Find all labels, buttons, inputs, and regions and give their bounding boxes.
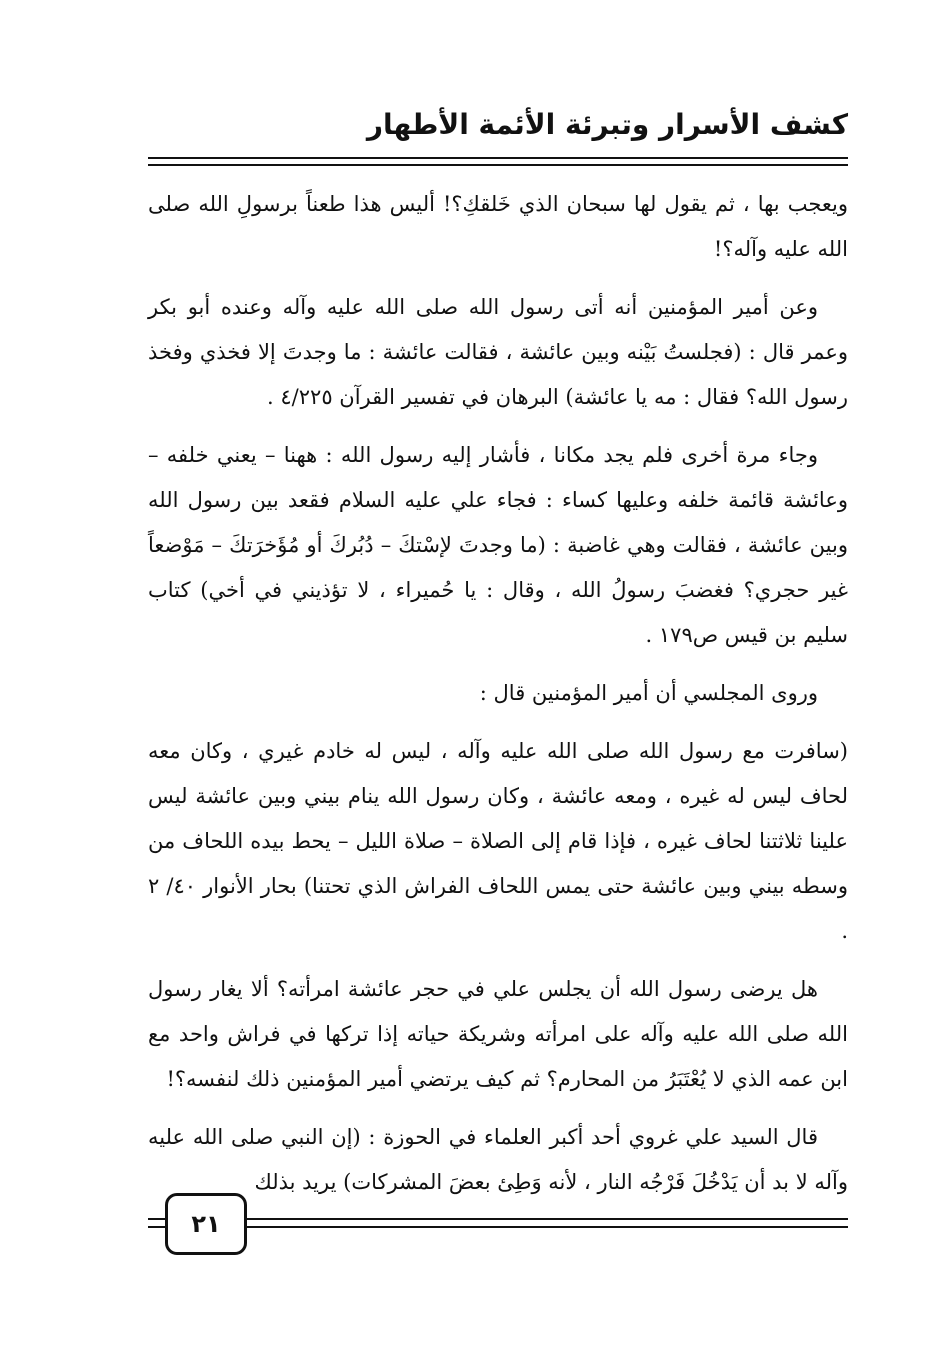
page-number: ٢١ [191, 1210, 221, 1238]
header-rule-lower [148, 164, 848, 166]
paragraph: قال السيد علي غروي أحد أكبر العلماء في الحوزة : (إن النبي صلى الله عليه وآله لا بد أن يَدْخُلَ فَرْجُه النار ، لأنه وَطِئ بعضَ المشركات) يريد بذلك [148, 1125, 848, 1194]
paragraph-quote: (سافرت مع رسول الله صلى الله عليه وآله ، ليس له خادم غيري ، وكان معه لحاف ليس له غيره ، ومعه عائشة ، وكان رسول الله ينام بيني وبين عائشة ليس علينا ثلاثتنا لحاف غيره ، فإذا قام إلى الصلاة – صلاة الليل – يحط بيده اللحاف من وسطه بيني وبين عائشة حتى يمس اللحاف الفراش الذي تحتنا) بحار الأنوار ٤٠/ ٢ . [148, 739, 848, 943]
paragraph: هل يرضى رسول الله أن يجلس علي في حجر عائشة امرأته؟ ألا يغار رسول الله صلى الله عليه وآله على امرأته وشريكة حياته إذا تركها في فراش واحد مع ابن عمه الذي لا يُعْتَبَرُ من المحارم؟ ثم كيف يرتضي أمير المؤمنين ذلك لنفسه؟! [148, 977, 848, 1091]
paragraph: وعن أمير المؤمنين أنه أتى رسول الله صلى الله عليه وآله وعنده أبو بكر وعمر قال : (فجلستُ بَيْنه وبين عائشة ، فقالت عائشة : ما وجدتَ إلا فخذي وفخذ رسول الله؟ فقال : مه يا عائشة) البرهان في تفسير القرآن ٤/٢٢٥ . [148, 295, 848, 409]
page-number-box [165, 1193, 247, 1255]
header-rule-upper [148, 157, 848, 159]
footer-rule-right-upper [244, 1218, 848, 1220]
paragraph: وجاء مرة أخرى فلم يجد مكانا ، فأشار إليه رسول الله : ههنا – يعني خلفه – وعائشة قائمة خلفه وعليها كساء : فجاء علي عليه السلام فقعد بين رسول الله وبين عائشة ، فقالت وهي غاضبة : (ما وجدتَ لإسْتكَ – دُبُركَ أو مُؤَخرَتكَ – مَوْضعاً غير حجري؟ فغضبَ رسولُ الله ، وقال : يا حُميراء ، لا تؤذيني في أخي) كتاب سليم بن قيس ص١٧٩ . [148, 443, 848, 647]
paragraph: ويعجب بها ، ثم يقول لها سبحان الذي خَلقكِ؟! أليس هذا طعناً برسولِ الله صلى الله عليه وآله؟! [148, 192, 848, 261]
footer-rule-right-lower [244, 1226, 848, 1228]
running-header-title: كشف الأسرار وتبرئة الأئمة الأطهار [366, 108, 848, 141]
body-text [148, 182, 848, 1218]
paragraph: وروى المجلسي أن أمير المؤمنين قال : [479, 681, 818, 705]
